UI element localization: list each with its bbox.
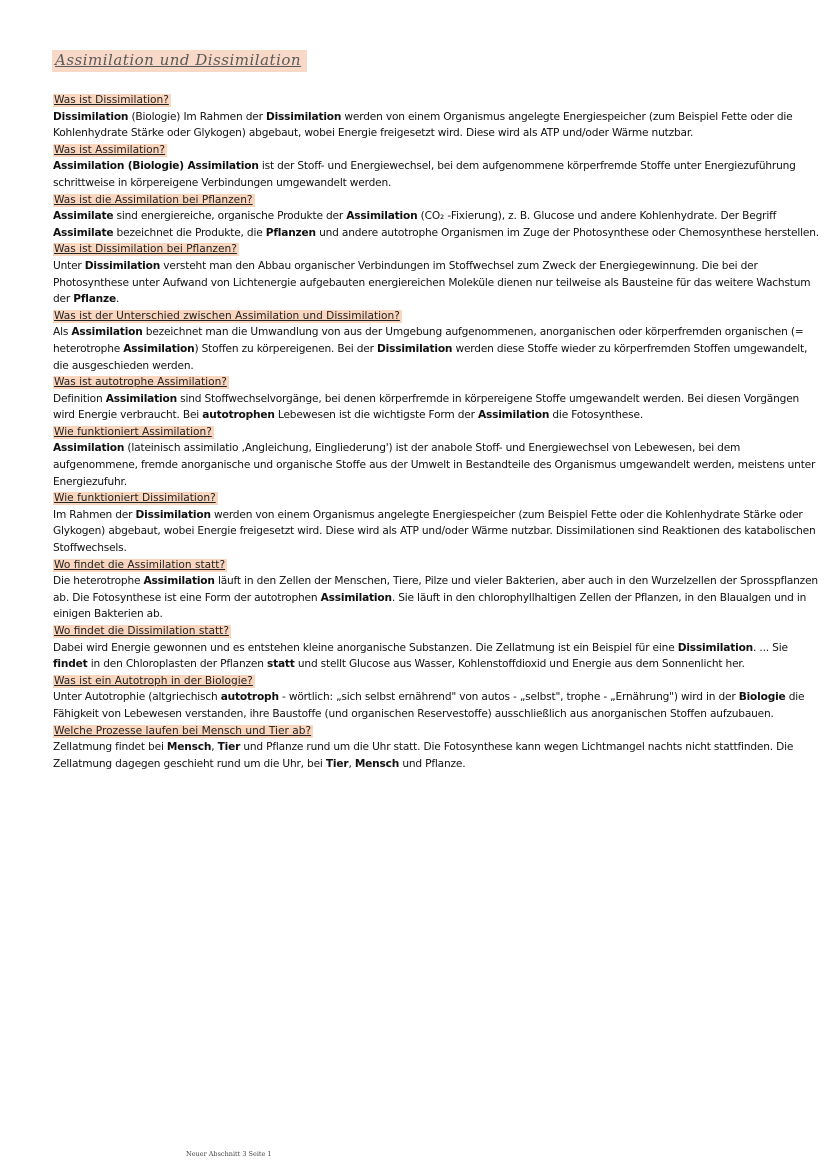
question-text: Was ist die Assimilation bei Pflanzen? xyxy=(54,193,253,206)
answer-bold-term: Dissimilation xyxy=(377,342,453,355)
answer-bold-term: Dissimilation xyxy=(84,259,161,272)
answer-text xyxy=(53,507,823,557)
answer-bold-term: autotroph xyxy=(220,691,279,704)
answer-bold-term: Assimilation xyxy=(477,409,550,422)
answer-run: bezeichnet die Produkte, die xyxy=(113,226,266,239)
answer-bold-term: Dissimilation xyxy=(265,110,342,123)
answer-bold-term: statt xyxy=(266,658,295,671)
question-text: Was ist Dissimilation bei Pflanzen? xyxy=(54,243,237,256)
answer-run: Im Rahmen der xyxy=(53,508,136,521)
question-heading xyxy=(53,92,823,109)
answer-bold-term: Assimilation xyxy=(346,210,418,223)
question-text: Was ist ein Autotroph in der Biologie? xyxy=(54,674,253,687)
answer-text xyxy=(53,689,823,722)
answer-run: . xyxy=(116,293,120,306)
answer-run: - wörtlich: „sich selbst ernährend" von autos - „selbst", trophe - „Ernährung") wird in der xyxy=(278,691,739,704)
answer-bold-term: autotrophen xyxy=(202,409,275,422)
question-text: Wie funktioniert Dissimilation? xyxy=(54,492,216,505)
answer-bold-term: Dissimilation xyxy=(53,110,129,123)
answer-text xyxy=(53,258,823,308)
answer-run: Dabei wird Energie gewonnen und es entstehen kleine anorganische Substanzen. Die Zellatmung ist ein Beispiel für eine xyxy=(53,641,678,654)
question-text: Was ist Dissimilation? xyxy=(54,94,169,106)
question-heading xyxy=(53,673,823,690)
qa-section xyxy=(53,374,823,424)
page-title: Assimilation und Dissimilation xyxy=(52,50,307,72)
question-heading xyxy=(53,490,823,507)
answer-run: werden von einem Organismus angelegte Energiespeicher (zum Beispiel Fette oder die Kohlenhydrate Stärke oder Glykogen) abgebaut, wobei Energie freigesetzt wird. Diese wird als ATP und/oder Wärme nutzbar. Dissimilationen sind Reaktionen des katabolischen Stoffwechsels. xyxy=(53,508,816,555)
page-footer: Neuer Abschnitt 3 Seite 1 xyxy=(186,1150,272,1158)
answer-run: Lebewesen ist die wichtigste Form der xyxy=(274,409,478,422)
answer-text xyxy=(53,440,823,490)
answer-run: . Sie läuft in den chlorophyllhaltigen Zellen der Pflanzen, in den Blaualgen und in einigen Bakterien ab. xyxy=(53,591,807,621)
answer-run: werden von einem Organismus angelegte Energiespeicher (zum Beispiel Fette oder die Kohlenhydrate Stärke oder Glykogen) abgebaut, wobei Energie freigesetzt wird. Diese wird als ATP und/oder Wärme nutzbar. xyxy=(53,110,793,140)
answer-run: Als xyxy=(53,326,72,339)
answer-text xyxy=(53,573,823,623)
answer-bold-term: findet xyxy=(53,658,88,671)
answer-run: ist der Stoff- und Energiewechsel, bei dem aufgenommene körperfremde Stoffe unter Energiezuführung schrittweise in körpereigene Verbindungen umgewandelt werden. xyxy=(53,160,796,189)
qa-section xyxy=(53,723,823,773)
answer-text xyxy=(53,640,823,673)
qa-section xyxy=(53,490,823,556)
answer-text xyxy=(53,158,823,191)
answer-bold-term: Assimilation xyxy=(105,392,177,405)
answer-run: (lateinisch assimilatio ‚Angleichung, Eingliederung') ist der anabole Stoff- und Energiewechsel von Lebewesen, bei dem aufgenommene, fremde anorganische und organische Stoffe aus der Umwelt in Bestandteile des Organismus umgewandelt werden, meistens unter Energiezufuhr. xyxy=(53,442,816,488)
question-heading xyxy=(53,241,823,258)
answer-run: Unter Autotrophie (altgriechisch xyxy=(53,691,221,704)
answer-bold-term: Assimilation (Biologie) Assimilation xyxy=(53,160,259,173)
answer-bold-term: Assimilate xyxy=(53,210,114,223)
question-text: Was ist autotrophe Assimilation? xyxy=(54,376,227,389)
question-heading xyxy=(53,308,823,325)
qa-section xyxy=(53,192,823,242)
answer-run: und andere autotrophe Organismen im Zuge der Photosynthese oder Chemosynthese herstellen. xyxy=(315,226,819,239)
answer-run: sind Stoffwechselvorgänge, bei denen körperfremde in körpereigene Stoffe umgewandelt werden. Bei diesen Vorgängen wird Energie verbraucht. Bei xyxy=(53,392,800,422)
answer-text xyxy=(53,391,823,424)
answer-bold-term: Mensch xyxy=(166,741,212,754)
answer-bold-term: Tier xyxy=(217,741,241,754)
answer-run: bezeichnet man die Umwandlung von aus der Umgebung aufgenommenen, anorganischen oder körperfremden organischen (= heterotrophe xyxy=(53,326,804,355)
answer-run: (CO₂ -Fixierung), z. B. Glucose und andere Kohlenhydrate. Der Begriff xyxy=(417,210,777,223)
answer-text xyxy=(53,208,823,241)
question-text: Welche Prozesse laufen bei Mensch und Tier ab? xyxy=(54,724,312,737)
answer-text xyxy=(53,324,823,374)
answer-run: Unter xyxy=(53,259,85,272)
answer-bold-term: Assimilation xyxy=(320,591,392,604)
answer-bold-term: Assimilation xyxy=(71,326,143,339)
question-heading xyxy=(53,192,823,209)
question-text: Wo findet die Assimilation statt? xyxy=(54,558,226,571)
answer-text xyxy=(53,739,823,772)
question-text: Was ist der Unterschied zwischen Assimilation und Dissimilation? xyxy=(54,309,400,322)
qa-section xyxy=(53,241,823,307)
answer-run: und Pflanze. xyxy=(399,757,466,770)
answer-run: , xyxy=(348,757,355,770)
answer-bold-term: Tier xyxy=(325,757,349,770)
answer-run: werden diese Stoffe wieder zu körperfremden Stoffen umgewandelt, die ausgeschieden werden. xyxy=(53,342,808,372)
answer-run: sind energiereiche, organische Produkte der xyxy=(113,210,347,223)
answer-run: und Pflanze rund um die Uhr statt. Die Fotosynthese kann wegen Lichtmangel nachts nicht stattfinden. Die Zellatmung dagegen geschieht rund um die Uhr, bei xyxy=(53,741,794,770)
answer-run: die Fähigkeit von Lebewesen verstanden, ihre Baustoffe (und organischen Reservestoffe) ausschließlich aus anorganischen Stoffen aufzubauen. xyxy=(53,691,805,720)
question-text: Wie funktioniert Assimilation? xyxy=(54,425,212,438)
question-heading xyxy=(53,623,823,640)
answer-run: (Biologie) Im Rahmen der xyxy=(128,110,266,123)
question-heading xyxy=(53,142,823,159)
qa-section xyxy=(53,557,823,623)
answer-run: ) Stoffen zu körpereigenen. Bei der xyxy=(194,342,377,355)
question-heading xyxy=(53,723,823,740)
note-content xyxy=(53,92,823,772)
qa-section xyxy=(53,308,823,374)
answer-run: Die heterotrophe xyxy=(53,575,144,588)
answer-bold-term: Assimilate xyxy=(53,226,114,239)
question-text: Wo findet die Dissimilation statt? xyxy=(54,625,229,637)
qa-section xyxy=(53,424,823,490)
question-heading xyxy=(53,424,823,441)
answer-run: in den Chloroplasten der Pflanzen xyxy=(87,658,267,671)
answer-run: läuft in den Zellen der Menschen, Tiere, Pilze und vieler Bakterien, aber auch in den Wurzelzellen der Sprosspflanzen ab. Die Fotosynthese ist eine Form der autotrophen xyxy=(53,575,818,604)
qa-section xyxy=(53,623,823,673)
qa-section xyxy=(53,673,823,723)
question-heading xyxy=(53,557,823,574)
answer-run: , xyxy=(211,741,218,754)
qa-section xyxy=(53,142,823,192)
answer-run: und stellt Glucose aus Wasser, Kohlenstoffdioxid und Energie aus dem Sonnenlicht her. xyxy=(294,658,745,671)
answer-bold-term: Dissimilation xyxy=(135,508,211,521)
answer-bold-term: Biologie xyxy=(738,691,786,704)
answer-run: Zellatmung findet bei xyxy=(53,741,167,754)
question-text: Was ist Assimilation? xyxy=(54,143,166,156)
question-heading xyxy=(53,374,823,391)
answer-run: versteht man den Abbau organischer Verbindungen im Stoffwechsel zum Zweck der Energiegewinnung. Die bei der Photosynthese unter Aufwand von Lichtenergie aufgebauten energiereichen Moleküle dienen nur teilweise als Bausteine für das weitere Wachstum der xyxy=(53,259,811,306)
answer-bold-term: Assimilation xyxy=(123,342,195,355)
answer-bold-term: Dissimilation xyxy=(677,641,754,654)
answer-run: die Fotosynthese. xyxy=(549,409,644,422)
answer-bold-term: Mensch xyxy=(354,757,400,770)
answer-bold-term: Assimilation xyxy=(53,442,125,455)
answer-text xyxy=(53,109,823,142)
answer-run: Definition xyxy=(53,392,106,405)
answer-run: . ... Sie xyxy=(753,641,788,654)
answer-bold-term: Pflanze xyxy=(73,293,117,306)
answer-bold-term: Pflanzen xyxy=(265,226,316,239)
qa-section xyxy=(53,92,823,142)
answer-bold-term: Assimilation xyxy=(143,575,215,588)
